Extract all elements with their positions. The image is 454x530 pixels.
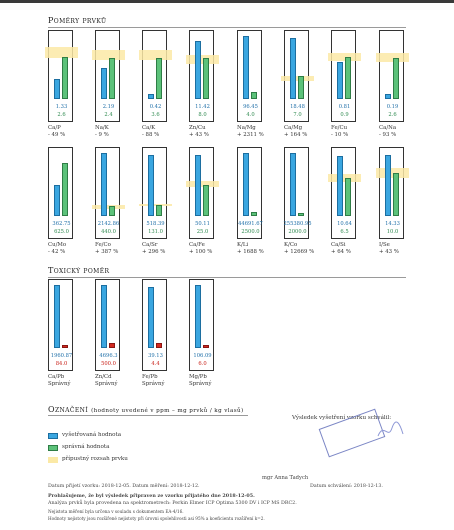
measured-value: 1960.87 [50,353,73,359]
measured-value: 11.42 [195,104,210,110]
correct-value: 6.0 [198,361,207,367]
ratio-label [142,242,165,255]
ratio-name: Fe/Cu [331,125,348,131]
ratio-name: Fe/Co [95,242,111,248]
ratio-percent: + 164 % [284,131,308,138]
ratio-percent: - 42 % [48,248,66,255]
ratio-percent: + 387 % [95,248,119,255]
measured-value: 14.33 [385,221,400,227]
correct-value: 2000.0 [288,229,307,235]
ratio-label [95,374,118,387]
measured-bar [148,155,154,216]
correct-bar [203,345,209,348]
legend-range: přípustný rozsah prvku [62,456,128,462]
measured-value: 0.42 [149,104,162,110]
ratio-chart [331,147,356,239]
ratio-name: Ca/Sr [142,242,158,248]
ratio-chart [379,30,404,122]
ratio-chart [142,30,167,122]
ratio-label [284,242,314,255]
ratio-label [284,125,307,138]
correct-bar [393,173,399,216]
ratio-percent: - 88 % [142,131,160,138]
signature [376,420,406,442]
correct-bar [203,185,209,216]
ratio-label [331,125,348,138]
measured-value: 1.33 [55,104,68,110]
correct-value: 84.0 [55,361,68,367]
correct-bar [298,213,304,216]
measured-value: 518.39 [146,221,165,227]
measured-bar [195,41,201,99]
ratio-chart [142,147,167,239]
measured-bar [385,94,391,99]
legend-measured: vyšetřovaná hodnota [62,432,122,438]
correct-bar [345,178,351,216]
ratio-percent: - 93 % [379,131,397,138]
ratio-percent: + 43 % [379,248,399,255]
measured-bar [385,155,391,216]
correct-value: 440.0 [101,229,116,235]
measured-value: 4696.3 [99,353,118,359]
correct-bar [156,205,162,216]
ratio-name: Zn/Cu [189,125,206,131]
ratio-label [237,125,264,138]
measured-value: 10.64 [337,221,352,227]
correct-bar [156,58,162,99]
legend-swatch-correct [48,445,58,451]
correct-value: 4.0 [246,112,255,118]
ratio-chart [237,30,262,122]
measured-bar [290,153,296,216]
correct-bar [251,92,257,99]
ratio-name: Ca/Pb [48,374,65,380]
measured-bar [290,38,296,99]
ratio-label [379,242,399,255]
section-rule [48,277,406,278]
ratio-chart [284,30,309,122]
measured-bar [148,94,154,99]
ratio-name: I/Se [379,242,390,248]
ratio-label [95,242,118,255]
correct-bar [62,163,68,216]
measured-bar [195,285,201,348]
ratio-percent: + 12669 % [284,248,315,255]
dates: Datum přijetí vzorku: 2018-12-05. Datum měření: 2018-12-12. [48,484,200,489]
correct-bar [298,76,304,99]
measured-bar [54,285,60,348]
correct-value: 10.0 [386,229,399,235]
correct-bar [203,58,209,99]
ratio-chart [189,147,214,239]
legend-swatch-measured [48,433,58,439]
measured-value: 50.11 [195,221,210,227]
ratio-name: K/Co [284,242,298,248]
analysis-note: Analýza prvků byla provedena na spektrometrech: Perkin Elmer ICP Optima 5300 DV i ICP MS DRC2. [48,501,297,506]
correct-value: 2.6 [388,112,397,118]
ratio-name: Ca/P [48,125,61,131]
ratio-percent: + 100 % [189,248,213,255]
ratio-chart [95,30,120,122]
ratio-name: Ca/Fe [189,242,205,248]
ratio-chart [331,30,356,122]
correct-bar [109,58,115,99]
measured-value: 106.09 [193,353,212,359]
correct-value: 6.5 [340,229,349,235]
ratio-chart [48,279,73,371]
correct-bar [156,343,162,348]
correct-value: 500.0 [101,361,116,367]
measured-value: 362.75 [52,221,71,227]
measured-value: 255380.95 [283,221,312,227]
correct-value: 2.6 [57,112,66,118]
measured-bar [101,153,107,216]
ratio-chart [95,147,120,239]
ratio-name: Na/Mg [237,125,256,131]
measured-bar [243,153,249,216]
ratio-chart [48,30,73,122]
approval-label: Výsledek vyšetření vzorku schválil: [292,415,392,421]
ratio-chart [283,147,312,239]
measured-bar [243,36,249,99]
ratio-label [189,374,212,387]
ratio-percent: - 9 % [95,131,109,138]
ratio-chart [142,279,167,371]
measured-bar [148,287,154,348]
measured-value: 2.19 [102,104,115,110]
measured-value: 39.13 [148,353,163,359]
correct-value: 2.4 [104,112,113,118]
approved-date: Datum schválení: 2018-12-13. [310,484,383,489]
section-rule [48,27,406,28]
measured-bar [101,68,107,99]
ratio-chart [379,147,404,239]
measured-value: 18.48 [290,104,305,110]
measured-value: 0.81 [338,104,351,110]
correct-value: 8.0 [198,112,207,118]
ratio-name: Ca/Na [379,125,397,131]
ratio-label [189,125,209,138]
ratio-label [48,242,66,255]
measured-bar [337,62,343,99]
ratio-label [142,125,159,138]
author: mgr Anna Tadych [262,475,309,481]
measured-bar [337,156,343,216]
correct-value: 7.0 [293,112,302,118]
ratio-chart [189,30,214,122]
ratio-label [379,125,396,138]
ratio-name: Ca/Si [331,242,346,248]
measured-value: 96.45 [243,104,258,110]
top-border [0,0,454,3]
ratio-chart [48,147,73,239]
ratio-name: Mg/Pb [189,374,207,380]
ratio-chart [237,147,262,239]
measured-bar [101,285,107,348]
legend-rule [48,415,248,416]
correct-bar [393,58,399,99]
measured-bar [54,185,60,216]
correct-value: 131.0 [148,229,163,235]
ratio-label [48,374,71,387]
ratio-status: Správný [189,380,212,387]
measured-bar [195,155,201,216]
ratio-label [95,125,109,138]
ratio-name: K/Li [237,242,249,248]
declaration: Prohlašujeme, že byl výsledek připraven ze vzorku přijatého dne 2018-12-05. [48,493,255,499]
ratio-label [237,242,264,255]
measured-value: 44691.67 [238,221,263,227]
ratio-status: Správný [48,380,71,387]
ratio-percent: + 2311 % [237,131,264,138]
uncertainty-note: Nejistota měření byla určena v souladu s dokumentem EA-4/16. [48,509,184,514]
ratio-name: Cu/Mo [48,242,67,248]
correct-value: 0.9 [340,112,349,118]
correct-bar [251,212,257,216]
correct-value: 625.0 [54,229,69,235]
measured-bar [54,79,60,99]
correct-bar [62,57,68,99]
ratio-name: Ca/K [142,125,156,131]
correct-bar [345,57,351,99]
ratio-name: Ca/Mg [284,125,303,131]
ratio-percent: + 296 % [142,248,166,255]
ratio-label [142,374,165,387]
ratio-status: Správný [142,380,165,387]
ratio-percent: + 43 % [189,131,209,138]
legend-title: Označení (hodnoty uvedené v ppm – mg prvků / kg vlasů) [48,405,244,414]
ratio-chart [189,279,214,371]
ratio-label [331,242,351,255]
correct-bar [62,345,68,348]
ratio-name: Zn/Cd [95,374,112,380]
ratio-status: Správný [95,380,118,387]
section-title-ratios: Poměry prvků [48,16,107,25]
ratio-label [189,242,212,255]
correct-bar [109,343,115,348]
measured-value: 2142.86 [97,221,120,227]
measured-value: 0.19 [386,104,399,110]
correct-value: 3.6 [151,112,160,118]
correct-value: 25.0 [196,229,209,235]
section-title-toxic: Toxický poměr [48,266,110,275]
ratio-name: Na/K [95,125,109,131]
ratio-percent: - 10 % [331,131,349,138]
correct-bar [109,206,115,216]
correct-value: 2500.0 [241,229,260,235]
ratio-percent: + 64 % [331,248,351,255]
uncertainty-note-2: Hodnoty nejistoty jsou rozšířené nejistoty při úrovni spolehlivosti asi 95% a koeficientu rozšíření k=2. [48,516,265,521]
ratio-chart [95,279,120,371]
legend-correct: správná hodnota [62,444,110,450]
ratio-percent: + 1688 % [237,248,264,255]
ratio-label [48,125,65,138]
legend-swatch-range [48,457,58,463]
ratio-name: Fe/Pb [142,374,158,380]
ratio-percent: - 49 % [48,131,66,138]
correct-value: 4.4 [151,361,160,367]
